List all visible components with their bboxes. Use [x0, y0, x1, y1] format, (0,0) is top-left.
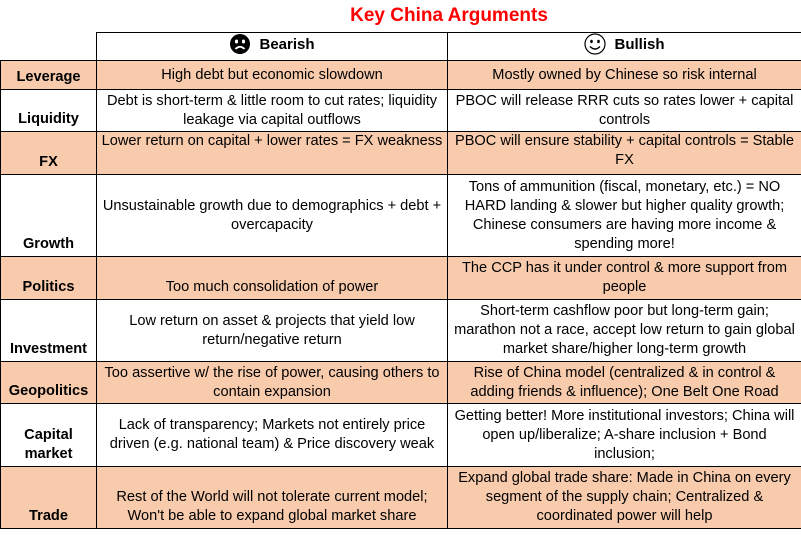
smiley-face-icon — [584, 33, 606, 55]
bullish-cell: Mostly owned by Chinese so risk internal — [448, 61, 801, 90]
header-bearish — [97, 33, 448, 61]
bearish-label: Bearish — [259, 35, 315, 53]
bullish-cell: PBOC will ensure stability + capital controls = Stable FX — [448, 132, 801, 175]
bullish-label: Bullish — [614, 35, 665, 53]
row-investment — [1, 300, 801, 362]
bearish-cell: Unsustainable growth due to demographics + debt + overcapacity — [97, 175, 448, 257]
bearish-cell: Low return on asset & projects that yield low return/negative return — [97, 300, 448, 362]
row-capital-market — [1, 404, 801, 467]
header-bullish — [448, 33, 801, 61]
bullish-cell: Rise of China model (centralized & in control & adding friends & influence); One Belt One Road — [448, 362, 801, 404]
bearish-cell: Debt is short-term & little room to cut rates; liquidity leakage via capital outflows — [97, 90, 448, 132]
bearish-cell: Too much consolidation of power — [97, 257, 448, 300]
row-label: Trade — [1, 467, 97, 529]
row-label: Capital market — [1, 404, 97, 467]
row-growth — [1, 175, 801, 257]
bearish-cell: Too assertive w/ the rise of power, causing others to contain expansion — [97, 362, 448, 404]
row-liquidity — [1, 90, 801, 132]
row-leverage — [1, 61, 801, 90]
row-label: Leverage — [1, 61, 97, 90]
row-geopolitics — [1, 362, 801, 404]
header-row — [1, 33, 801, 61]
row-label: Liquidity — [1, 90, 97, 132]
row-fx — [1, 132, 801, 175]
bullish-cell: Expand global trade share: Made in China on every segment of the supply chain; Centralized & coordinated power will help — [448, 467, 801, 529]
bullish-cell: Tons of ammunition (fiscal, monetary, etc.) = NO HARD landing & slower but higher quality growth; Chinese consumers are having more income & spending more! — [448, 175, 801, 257]
row-label: Geopolitics — [1, 362, 97, 404]
row-label: Growth — [1, 175, 97, 257]
sad-face-icon — [229, 33, 251, 55]
arguments-table — [0, 32, 801, 529]
row-label: Investment — [1, 300, 97, 362]
bearish-cell: Rest of the World will not tolerate current model; Won't be able to expand global market share — [97, 467, 448, 529]
header-corner — [1, 33, 97, 61]
bearish-cell: Lack of transparency; Markets not entirely price driven (e.g. national team) & Price discovery weak — [97, 404, 448, 467]
bullish-cell: PBOC will release RRR cuts so rates lower + capital controls — [448, 90, 801, 132]
row-label: FX — [1, 132, 97, 175]
bullish-cell: Short-term cashflow poor but long-term gain; marathon not a race, accept low return to gain global market share/higher long-term growth — [448, 300, 801, 362]
row-politics — [1, 257, 801, 300]
table-title: Key China Arguments — [350, 5, 548, 26]
row-label: Politics — [1, 257, 97, 300]
bearish-cell: Lower return on capital + lower rates = FX weakness — [97, 132, 448, 175]
bearish-cell: High debt but economic slowdown — [97, 61, 448, 90]
bullish-cell: The CCP has it under control & more support from people — [448, 257, 801, 300]
bullish-cell: Getting better! More institutional investors; China will open up/liberalize; A-share inclusion + Bond inclusion; — [448, 404, 801, 467]
row-trade — [1, 467, 801, 529]
